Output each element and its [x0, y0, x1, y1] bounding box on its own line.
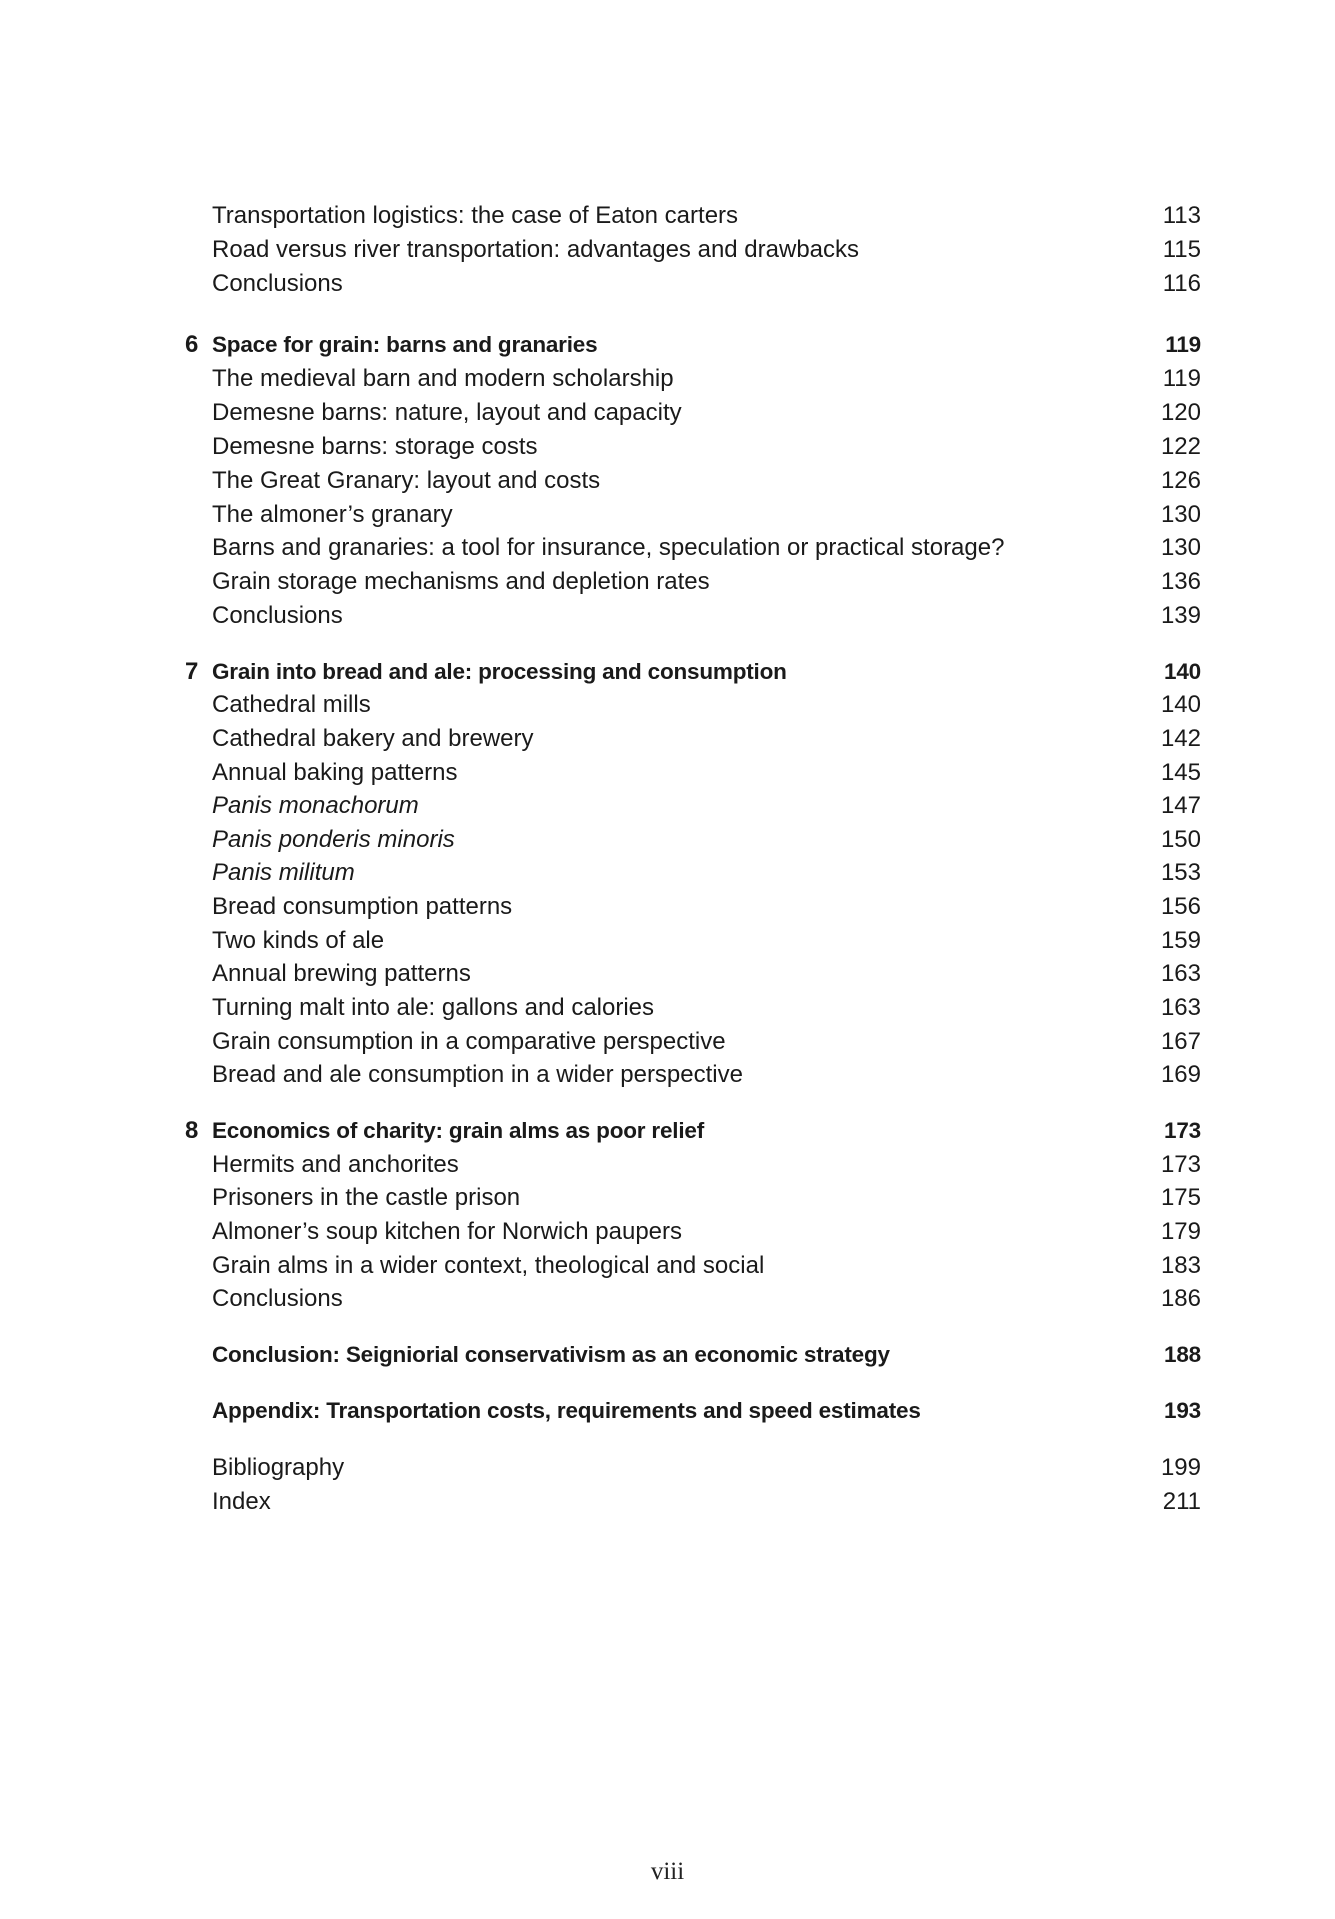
toc-entry: [0, 599, 1335, 633]
toc-entry-page: 167: [1160, 1028, 1201, 1055]
toc-entry-page: 113: [1162, 202, 1201, 229]
toc-entry: [0, 396, 1335, 430]
toc-entry: [0, 1181, 1335, 1215]
toc-entry-title: Grain consumption in a comparative perspective: [212, 1028, 726, 1055]
toc-entry-title: Annual brewing patterns: [212, 960, 471, 987]
toc-entry-title: Grain storage mechanisms and depletion rates: [212, 568, 710, 595]
chapter-number: 6: [185, 331, 199, 358]
toc-entry-page: 173: [1160, 1151, 1201, 1178]
toc-entry: [0, 1058, 1335, 1092]
toc-entry: [0, 464, 1335, 498]
toc-entry-page: 159: [1160, 927, 1201, 954]
toc-entry: [0, 823, 1335, 857]
toc-entry-page: 150: [1160, 826, 1201, 853]
toc-entry-title: Annual baking patterns: [212, 759, 458, 786]
toc-entry-title: Transportation logistics: the case of Eaton carters: [212, 202, 739, 229]
toc-entry-page: 130: [1160, 534, 1201, 561]
toc-entry-title: Conclusions: [212, 602, 343, 629]
toc-entry-page: 153: [1160, 859, 1201, 886]
toc-entry: [0, 199, 1335, 233]
toc-entry-page: 179: [1160, 1218, 1201, 1245]
toc-entry-index: [0, 1485, 1335, 1519]
toc-entry-page: 122: [1160, 433, 1201, 460]
toc-entry: [0, 498, 1335, 532]
toc-entry-page: 119: [1162, 365, 1201, 392]
toc-entry: [0, 1215, 1335, 1249]
toc-entry-title: Hermits and anchorites: [212, 1151, 459, 1178]
toc-entry-title: Demesne barns: storage costs: [212, 433, 538, 460]
toc-entry-page: 130: [1160, 501, 1201, 528]
toc-entry-title: Prisoners in the castle prison: [212, 1184, 521, 1211]
toc-entry-page: 169: [1160, 1061, 1201, 1088]
toc-entry-page: 163: [1160, 960, 1201, 987]
toc-entry-title: Panis ponderis minoris: [212, 826, 455, 853]
toc-entry-title: Turning malt into ale: gallons and calories: [212, 994, 655, 1021]
toc-entry-title: Conclusions: [212, 270, 343, 297]
page-number: viii: [650, 1858, 685, 1885]
toc-entry-page: 120: [1160, 399, 1201, 426]
chapter-title: Space for grain: barns and granaries: [212, 332, 598, 357]
chapter-heading: [0, 328, 1335, 362]
toc-entry-title: Two kinds of ale: [212, 927, 385, 954]
appendix-title: Appendix: Transportation costs, requirements and speed estimates: [212, 1398, 921, 1423]
toc-entry: [0, 789, 1335, 823]
chapter-title: Grain into bread and ale: processing and consumption: [212, 659, 787, 684]
toc-entry-page: 211: [1162, 1488, 1201, 1515]
chapter-number: 8: [185, 1117, 199, 1144]
toc-entry: [0, 756, 1335, 790]
chapter-title: Economics of charity: grain alms as poor relief: [212, 1118, 704, 1143]
chapter-page: 173: [1164, 1118, 1201, 1143]
toc-entry-title: The almoner’s granary: [212, 501, 453, 528]
appendix-page: 193: [1164, 1398, 1201, 1423]
appendix-heading: [0, 1394, 1335, 1428]
toc-entry: [0, 531, 1335, 565]
chapter-page: 140: [1164, 659, 1201, 684]
toc-entry: [0, 362, 1335, 396]
toc-entry-page: 140: [1160, 691, 1201, 718]
toc-entry-title: Conclusions: [212, 1285, 343, 1312]
toc-entry-title: Bread and ale consumption in a wider perspective: [212, 1061, 743, 1088]
chapter-number: 7: [185, 658, 199, 685]
toc-entry-page: 199: [1160, 1454, 1201, 1481]
toc-entry: [0, 924, 1335, 958]
toc-entry-page: 116: [1162, 270, 1201, 297]
toc-entry: [0, 1025, 1335, 1059]
toc-entry-page: 163: [1160, 994, 1201, 1021]
toc-entry: [0, 430, 1335, 464]
toc-entry-title: Grain alms in a wider context, theological and social: [212, 1252, 765, 1279]
toc-entry-title: Almoner’s soup kitchen for Norwich paupers: [212, 1218, 683, 1245]
toc-entry-page: 186: [1160, 1285, 1201, 1312]
toc-entry: [0, 957, 1335, 991]
toc-entry: [0, 233, 1335, 267]
conclusion-title: Conclusion: Seigniorial conservativism as an economic strategy: [212, 1342, 890, 1367]
toc-entry-page: 156: [1160, 893, 1201, 920]
chapter-heading: [0, 1114, 1335, 1148]
toc-entry-title: Demesne barns: nature, layout and capacity: [212, 399, 682, 426]
toc-entry: [0, 722, 1335, 756]
toc-entry-title: Index: [212, 1488, 271, 1515]
toc-entry-title: Road versus river transportation: advantages and drawbacks: [212, 236, 860, 263]
toc-entry: [0, 1148, 1335, 1182]
toc-entry: [0, 267, 1335, 301]
toc-entry-page: 183: [1160, 1252, 1201, 1279]
toc-entry: [0, 688, 1335, 722]
toc-entry-title: Cathedral bakery and brewery: [212, 725, 534, 752]
toc-entry-bibliography: [0, 1451, 1335, 1485]
chapter-page: 119: [1165, 332, 1201, 357]
toc-entry-page: 139: [1160, 602, 1201, 629]
toc-entry-title: Bibliography: [212, 1454, 345, 1481]
toc-entry: [0, 856, 1335, 890]
toc-entry: [0, 565, 1335, 599]
toc-entry: [0, 991, 1335, 1025]
toc-entry: [0, 1282, 1335, 1316]
toc-entry-page: 147: [1160, 792, 1201, 819]
toc-entry: [0, 1249, 1335, 1283]
toc-entry-title: Panis militum: [212, 859, 355, 886]
chapter-heading: [0, 655, 1335, 689]
toc-entry-title: The medieval barn and modern scholarship: [212, 365, 674, 392]
toc-entry-title: Bread consumption patterns: [212, 893, 513, 920]
toc-entry: [0, 890, 1335, 924]
toc-entry-page: 175: [1160, 1184, 1201, 1211]
toc-entry-title: Cathedral mills: [212, 691, 371, 718]
toc-entry-page: 142: [1160, 725, 1201, 752]
toc-entry-page: 136: [1160, 568, 1201, 595]
conclusion-page: 188: [1164, 1342, 1201, 1367]
conclusion-heading: [0, 1338, 1335, 1372]
toc-entry-page: 126: [1160, 467, 1201, 494]
toc-entry-page: 145: [1160, 759, 1201, 786]
toc-entry-title: The Great Granary: layout and costs: [212, 467, 601, 494]
toc-entry-page: 115: [1162, 236, 1201, 263]
toc-entry-title: Panis monachorum: [212, 792, 419, 819]
toc-entry-title: Barns and granaries: a tool for insurance, speculation or practical storage?: [212, 534, 1005, 561]
